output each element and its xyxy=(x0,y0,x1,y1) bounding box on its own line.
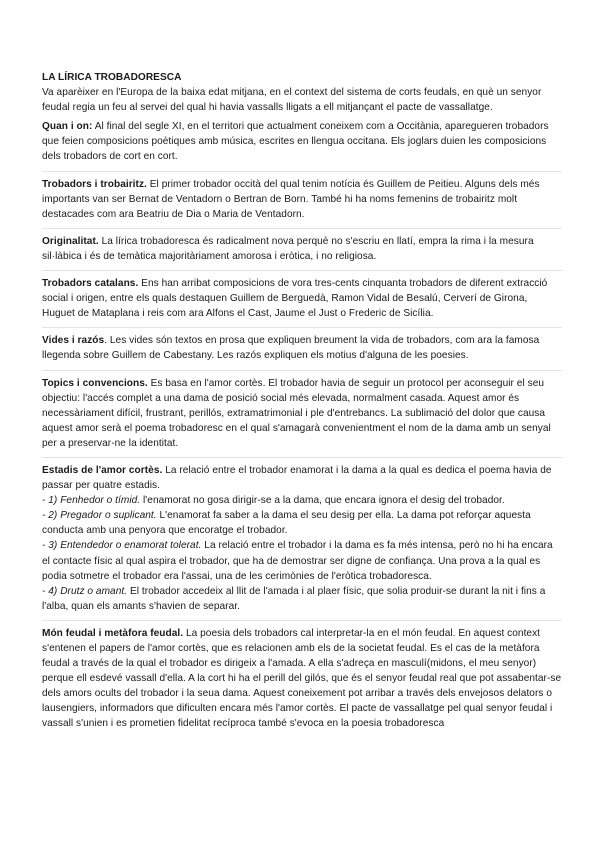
section-paragraph xyxy=(42,463,562,493)
section-paragraph xyxy=(42,276,562,321)
section-text: Al final del segle XI, en el territori que actualment coneixem com a Occitània, aparegueren trobadors que feien composicions poètiques amb música, escrites en llengua occitana. Els joglars duien les composicions dels trobadors de cort en cort. xyxy=(42,121,549,163)
divider xyxy=(42,620,562,621)
section-paragraph xyxy=(42,119,562,164)
stage-label: - 4) Drutz o amant. xyxy=(42,585,128,597)
section-text: La poesia dels trobadors cal interpretar-la en el món feudal. En aquest context s'entenen el papers de l'amor cortès, que es relacionen amb els de la societat feudal. Es el cas de la metàfora feudal a través de la qual el trobador es dirigeix a l'amada. A ella s'adreça en masculí(midons, el meu senyor) perque ell esdevé vassall d'ella. A la cort hi ha el perill del gilós, que és el senyor feudal real que pot assabentar-se dels amors ocults del trobador i la seua dama. Aquest coneixement pot arribar a través dels envejosos delators o lausengiers, informadors que dificulten encara més l'amor cortès. El pacte de vassallatge pel qual senyor feudal i vassall s'unien i es prometien fidelitat recíproca també s'evoca en la poesia trobadoresca xyxy=(42,627,562,730)
section-originalitat xyxy=(42,234,562,264)
section-paragraph xyxy=(42,626,562,732)
section-text: . Les vides són textos en prosa que expliquen breument la vida de trobadors, com ara la famosa llegenda sobre Guillem de Cabestany. Les razós expliquen els motius d'alguna de les poesies. xyxy=(42,335,540,362)
section-heading: Trobadors i trobairitz. xyxy=(42,178,147,190)
section-heading: Estadis de l'amor cortès. xyxy=(42,464,163,476)
section-heading: Trobadors catalans. xyxy=(42,278,139,290)
section-heading: Topics i convencions. xyxy=(42,377,148,389)
stage-item xyxy=(42,584,562,614)
document-title: LA LÍRICA TROBADORESCA xyxy=(42,72,182,83)
intro-paragraph xyxy=(42,85,562,115)
section-text: La relació entre el trobador enamorat i la dama a la qual es dedica el poema havia de passar per quatre estadis. xyxy=(42,464,552,492)
section-paragraph xyxy=(42,234,562,264)
section-vides-i-razos xyxy=(42,333,562,363)
section-quan-i-on xyxy=(42,119,562,164)
stage-text: l'enamorat no gosa dirigir-se a la dama, que encara ignora el desig del trobador. xyxy=(140,495,505,507)
section-text: La lírica trobadoresca és radicalment nova perquè no s'escriu en llatí, empra la rima i la mesura sil·làbica i és de temàtica majoritàriament amorosa i eròtica, i no religiosa. xyxy=(42,235,534,262)
section-paragraph xyxy=(42,177,562,222)
section-heading: Vides i razós xyxy=(42,335,105,347)
divider xyxy=(42,370,562,371)
stage-text: El trobador accedeix al llit de l'amada i al plaer físic, que solia produir-se durant la nit i fins a l'alba, quan els amants s'havien de separar. xyxy=(42,585,546,612)
stage-label: - 3) Entendedor o enamorat tolerat. xyxy=(42,540,202,552)
section-trobadors-catalans xyxy=(42,276,562,321)
section-topics xyxy=(42,376,562,451)
section-heading: Món feudal i metàfora feudal. xyxy=(42,627,184,639)
section-mon-feudal xyxy=(42,626,562,732)
section-trobadors xyxy=(42,177,562,222)
intro-text: Va aparèixer en l'Europa de la baixa edat mitjana, en el context del sistema de corts feudals, en què un senyor feudal regia un feu al servei del qual hi havia vassalls lligats a ell mitjançant el pacte de vassallatge. xyxy=(42,87,542,114)
divider xyxy=(42,457,562,458)
divider xyxy=(42,228,562,229)
section-text: Es basa en l'amor cortès. El trobador havia de seguir un protocol per aconseguir el seu objectiu: l'accés complet a una dama de posició social més elevada, normalment casada. Aquest amor és necessàriament difícil, frustrant, perillós, extramatrimonial i ple d'entrebancs. La sublimació del dolor que causa aquest amor serà el poema trobadoresc en el qual s'amagarà convenientment el nom de la dama amb un senyal per a preservar-ne la identitat. xyxy=(42,377,551,449)
section-estadis xyxy=(42,463,562,614)
document-page xyxy=(42,70,562,738)
section-paragraph xyxy=(42,333,562,363)
divider xyxy=(42,171,562,172)
section-text: Ens han arribat composicions de vora tres-cents cinquanta trobadors de diferent extracció social i origen, entre els quals destaquen Guillem de Berguedà, Ramon Vidal de Besalú, Cerverí de Girona, Huguet de Mataplana i reis com ara Alfons el Cast, Jaume el Just o Frederic de Sicília. xyxy=(42,278,548,320)
stage-label: - 1) Fenhedor o tímid. xyxy=(42,495,141,507)
section-heading: Quan i on: xyxy=(42,121,93,133)
section-heading: Originalitat. xyxy=(42,235,99,247)
stage-item xyxy=(42,538,562,583)
stage-item xyxy=(42,493,562,508)
stage-text: La relació entre el trobador i la dama es fa més intensa, però no hi ha encara el contacte físic al qual aspira el trobador, que ha de demostrar ser digne de confiança. Una prova a la qual es podia sotmetre el trobador era l'assai, una de les cerimònies de l'eròtica trobadoresca. xyxy=(42,540,553,582)
stage-item xyxy=(42,508,562,538)
section-text: El primer trobador occità del qual tenim notícia és Guillem de Peitieu. Alguns dels més importants van ser Bernat de Ventadorn o Bertran de Born. També hi ha noms femenins de trobairitz molt destacades com ara Beatriu de Dia o Maria de Ventadorn. xyxy=(42,178,540,220)
stage-text: L'enamorat fa saber a la dama el seu desig per ella. La dama pot reforçar aquesta conducta amb una penyora que encoratge el trobador. xyxy=(42,510,531,537)
section-paragraph xyxy=(42,376,562,451)
divider xyxy=(42,270,562,271)
divider xyxy=(42,327,562,328)
stage-label: - 2) Pregador o suplicant. xyxy=(42,510,157,522)
